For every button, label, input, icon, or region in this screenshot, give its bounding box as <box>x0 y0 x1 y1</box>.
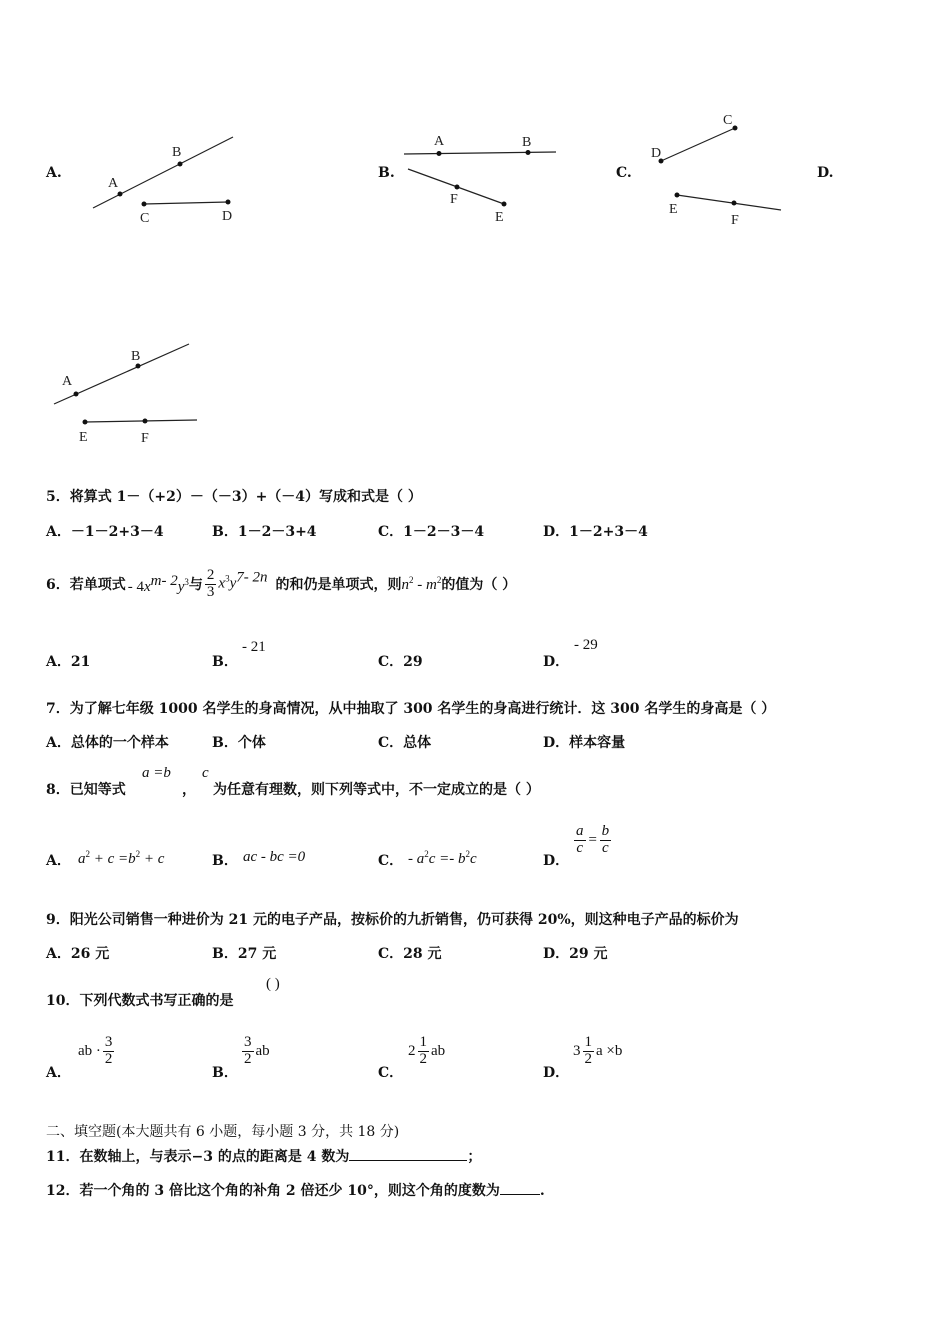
q6-stem: 6．若单项式 - $4x^{m- 2}y^3$ 与 $\frac{2}{3}$ $x^3y^{7- 2n}$ 的和仍是单项式，则 $n^2 - m^2$ 的值为（ ） <box>46 566 517 600</box>
q8-option-d-expr: $\frac{a}{c}$ = $\frac{b}{c}$ <box>576 823 610 856</box>
q7-option-c[interactable]: C．总体 <box>378 735 432 751</box>
segment-cd <box>661 128 735 161</box>
q7-option-d[interactable]: D．样本容量 <box>543 735 626 751</box>
q7-stem: 7．为了解七年级 1000 名学生的身高情况，从中抽取了 300 名学生的身高进行统计．这 300 名学生的身高是（ ） <box>46 701 776 717</box>
point-f <box>143 419 148 424</box>
q10-option-d[interactable]: D． <box>543 1065 570 1081</box>
q9-option-a[interactable]: A．26 元 <box>46 946 110 962</box>
line-ab <box>93 137 233 208</box>
point-e <box>675 193 680 198</box>
q5-option-c[interactable]: C．1－2－3－4 <box>378 524 485 540</box>
q10-option-a[interactable]: A． <box>46 1065 71 1081</box>
point-f <box>732 201 737 206</box>
q10-option-c-expr: 2 $\frac{1}{2}$ ab <box>408 1034 446 1067</box>
q8-option-b[interactable]: B． <box>212 853 238 869</box>
point-e <box>502 202 507 207</box>
q9-stem: 9．阳光公司销售一种进价为 21 元的电子产品，按标价的九折销售，仍可获得 20%，则这种电子产品的标价为 <box>46 912 739 928</box>
q12-answer-blank[interactable] <box>500 1193 540 1195</box>
q6-option-c[interactable]: C．29 <box>378 654 423 670</box>
label-b: B <box>131 349 141 364</box>
q8-option-a-expr: $a^2 + c =b^2 + c$ <box>78 849 165 867</box>
point-a <box>118 192 123 197</box>
q9-option-b[interactable]: B．27 元 <box>212 946 277 962</box>
q12-stem: 12．若一个角的 3 倍比这个角的补角 2 倍还少 10°，则这个角的度数为 . <box>46 1183 545 1199</box>
label-f: F <box>731 213 739 228</box>
point-f <box>455 185 460 190</box>
q6-monomial-1: - $4x^{m- 2}y^3$ <box>127 572 189 595</box>
label-c: C <box>140 211 150 226</box>
q10-option-d-expr: 3 $\frac{1}{2}$ a ×b <box>573 1034 623 1067</box>
q8-option-d[interactable]: D． <box>543 853 570 869</box>
label-b: B <box>522 135 532 150</box>
line-ab <box>404 152 556 154</box>
q6-monomial-2: $\frac{2}{3}$ $x^3y^{7- 2n}$ <box>206 566 268 600</box>
q10-option-b-expr: $\frac{3}{2}$ ab <box>244 1034 270 1067</box>
label-e: E <box>495 210 504 225</box>
point-a <box>437 151 442 156</box>
q10-option-b[interactable]: B． <box>212 1065 238 1081</box>
q6-option-b[interactable]: B． <box>212 654 238 670</box>
label-e: E <box>79 430 88 445</box>
q8-option-a[interactable]: A． <box>46 853 71 869</box>
point-b <box>526 150 531 155</box>
point-c <box>142 202 147 207</box>
q11-stem: 11．在数轴上，与表示−3 的点的距离是 4 数为 ； <box>46 1149 482 1165</box>
q5-option-a[interactable]: A．－1－2+3－4 <box>46 524 164 540</box>
point-a <box>74 392 79 397</box>
point-b <box>136 364 141 369</box>
q10-option-a-expr: ab · $\frac{3}{2}$ <box>78 1034 113 1067</box>
point-e <box>83 420 88 425</box>
q4-figure-b <box>400 125 565 230</box>
q7-option-b[interactable]: B．个体 <box>212 735 266 751</box>
q7-option-a[interactable]: A．总体的一个样本 <box>46 735 169 751</box>
q5-stem: 5．将算式 1－（+2）－（－3）+（－4）写成和式是（ ） <box>46 489 422 505</box>
q4-figure-a <box>88 130 248 230</box>
q6-option-a[interactable]: A．21 <box>46 654 91 670</box>
q8-option-b-expr: ac - bc =0 <box>243 849 306 865</box>
q4-option-a-label: A. <box>46 165 62 181</box>
q10-option-c[interactable]: C． <box>378 1065 404 1081</box>
section-2-heading: 二、填空题(本大题共有 6 小题，每小题 3 分，共 18 分) <box>46 1124 400 1140</box>
q6-option-d[interactable]: D． <box>543 654 570 670</box>
label-e: E <box>669 202 678 217</box>
q5-option-d[interactable]: D．1－2+3－4 <box>543 524 648 540</box>
q4-figure-c <box>645 108 790 233</box>
q4-figure-d <box>48 338 208 450</box>
q6-option-d-value: - 29 <box>574 637 598 653</box>
label-d: D <box>651 146 662 161</box>
q6-expression: $n^2 - m^2$ <box>401 574 442 593</box>
label-f: F <box>141 431 149 446</box>
q9-option-c[interactable]: C．28 元 <box>378 946 442 962</box>
label-a: A <box>62 374 73 389</box>
label-b: B <box>172 145 182 160</box>
q10-stem: 10．下列代数式书写正确的是 <box>46 993 234 1009</box>
q9-option-d[interactable]: D．29 元 <box>543 946 608 962</box>
q4-option-d-label: D. <box>817 165 834 181</box>
q8-option-c[interactable]: C． <box>378 853 404 869</box>
q6-option-b-value: - 21 <box>242 639 266 655</box>
q8-var-c: c <box>202 765 209 781</box>
q5-option-b[interactable]: B．1－2－3+4 <box>212 524 317 540</box>
q8-comma: ， <box>182 782 196 798</box>
q8-stem-prefix: 8．已知等式 <box>46 782 126 798</box>
q8-equation: a =b <box>142 765 171 781</box>
ray-ef <box>85 420 197 422</box>
q11-answer-blank[interactable] <box>349 1159 467 1161</box>
point-b <box>178 162 183 167</box>
q10-paren: ( ) <box>266 976 280 992</box>
point-d <box>226 200 231 205</box>
label-f: F <box>450 192 458 207</box>
point-c <box>733 126 738 131</box>
segment-cd <box>144 202 228 204</box>
label-c: C <box>723 113 733 128</box>
q4-option-c-label: C. <box>616 165 632 181</box>
ray-ef <box>677 195 781 210</box>
label-d: D <box>222 209 233 224</box>
q8-stem-suffix: 为任意有理数，则下列等式中，不一定成立的是（ ） <box>213 782 540 798</box>
label-a: A <box>108 176 119 191</box>
label-a: A <box>434 134 445 149</box>
q4-option-b-label: B. <box>378 165 395 181</box>
q8-option-c-expr: - $a^2c =- b^2c$ <box>408 849 477 867</box>
